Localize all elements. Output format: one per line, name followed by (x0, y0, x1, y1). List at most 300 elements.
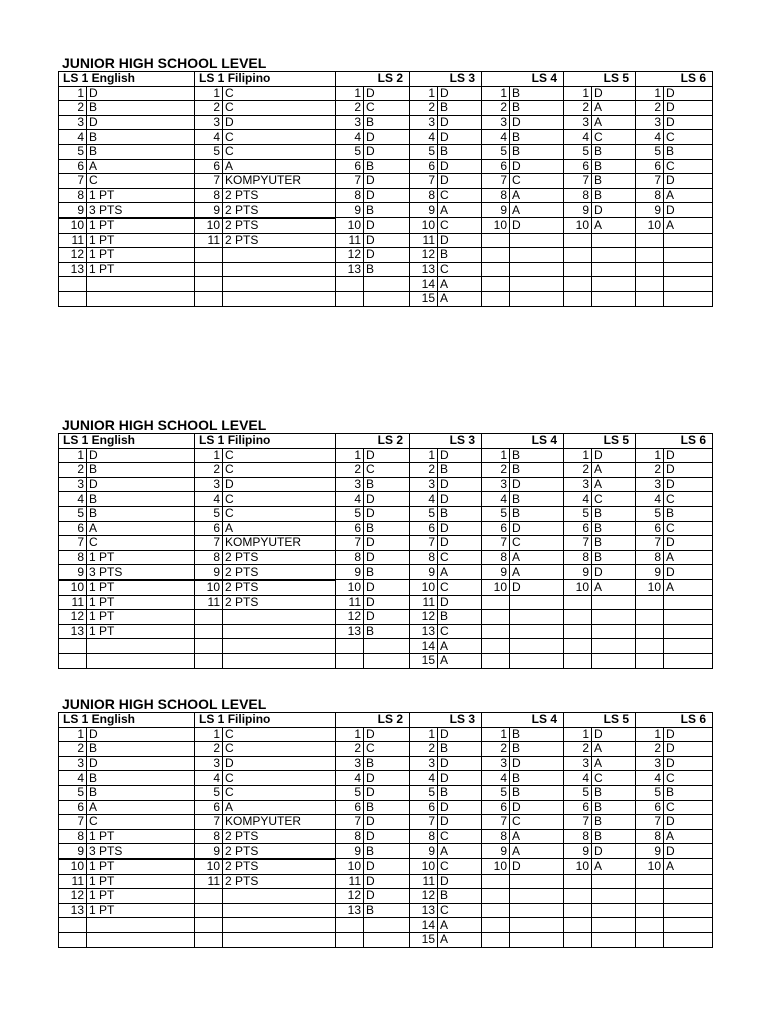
item-number (482, 248, 510, 263)
answer-cell: D (510, 580, 564, 595)
answer-cell: B (438, 144, 482, 159)
answer-cell: 1 PT (87, 262, 195, 277)
item-number: 4 (195, 130, 223, 145)
answer-cell: A (223, 800, 336, 815)
table-row (59, 580, 713, 595)
answer-cell: C (664, 130, 713, 145)
answer-cell (664, 653, 713, 668)
answer-cell: A (592, 115, 636, 130)
answer-cell: 3 PTS (87, 844, 195, 859)
answer-cell: B (364, 115, 410, 130)
answer-cell: B (87, 144, 195, 159)
header-row (59, 434, 713, 449)
answer-cell: A (592, 463, 636, 478)
answer-cell: A (438, 291, 482, 306)
item-number: 11 (410, 233, 438, 248)
item-number: 1 (482, 727, 510, 742)
item-number: 14 (410, 918, 438, 933)
answer-cell: D (364, 610, 410, 625)
item-number (482, 653, 510, 668)
item-number: 6 (410, 521, 438, 536)
table-row (59, 101, 713, 116)
answer-cell: B (510, 771, 564, 786)
item-number: 3 (336, 477, 364, 492)
answer-cell: 2 PTS (223, 580, 336, 595)
answer-cell: B (87, 463, 195, 478)
item-number: 2 (636, 463, 664, 478)
answer-cell: D (364, 727, 410, 742)
answer-cell: C (438, 624, 482, 639)
answer-cell: 3 PTS (87, 565, 195, 580)
answer-cell: A (592, 756, 636, 771)
answer-cell (592, 639, 636, 654)
item-number: 8 (564, 550, 592, 565)
answer-cell: D (438, 115, 482, 130)
answer-cell: D (664, 101, 713, 116)
answer-cell (510, 918, 564, 933)
block-title: JUNIOR HIGH SCHOOL LEVEL (62, 417, 267, 433)
item-number: 6 (195, 521, 223, 536)
item-number: 12 (336, 610, 364, 625)
answer-cell: B (592, 815, 636, 830)
answer-cell: 1 PT (87, 188, 195, 203)
item-number: 1 (564, 727, 592, 742)
answer-cell (223, 889, 336, 904)
item-number: 6 (59, 800, 87, 815)
item-number: 1 (482, 86, 510, 101)
item-number: 13 (59, 262, 87, 277)
item-number: 8 (410, 550, 438, 565)
answer-cell: 2 PTS (223, 203, 336, 218)
item-number: 8 (410, 188, 438, 203)
item-number (482, 610, 510, 625)
item-number: 13 (410, 903, 438, 918)
item-number: 9 (482, 844, 510, 859)
answer-cell: B (592, 144, 636, 159)
answer-cell: D (87, 448, 195, 463)
item-number: 6 (482, 521, 510, 536)
item-number (336, 932, 364, 947)
item-number: 4 (636, 130, 664, 145)
item-number: 4 (636, 492, 664, 507)
answer-cell (364, 653, 410, 668)
item-number: 6 (336, 159, 364, 174)
item-number: 9 (59, 203, 87, 218)
answer-cell: A (438, 203, 482, 218)
item-number: 1 (59, 727, 87, 742)
header-row (59, 72, 713, 87)
item-number: 15 (410, 932, 438, 947)
subject-header: LS 5 (564, 72, 636, 87)
item-number: 12 (59, 610, 87, 625)
item-number: 13 (410, 624, 438, 639)
item-number (564, 903, 592, 918)
item-number: 7 (636, 174, 664, 189)
answer-cell: D (364, 218, 410, 233)
item-number (636, 248, 664, 263)
answer-cell: B (364, 159, 410, 174)
table-row (59, 829, 713, 844)
item-number: 5 (636, 785, 664, 800)
answer-cell: A (438, 639, 482, 654)
item-number: 4 (410, 771, 438, 786)
answer-key-block-3 (58, 696, 712, 948)
item-number: 9 (636, 565, 664, 580)
answer-cell: D (223, 477, 336, 492)
answer-cell: D (364, 536, 410, 551)
answer-cell: D (364, 889, 410, 904)
item-number: 11 (59, 874, 87, 889)
answer-cell (592, 277, 636, 292)
answer-key-table (58, 71, 713, 307)
answer-cell (510, 624, 564, 639)
item-number: 12 (336, 889, 364, 904)
answer-cell: C (592, 130, 636, 145)
answer-cell: B (510, 144, 564, 159)
item-number: 9 (59, 565, 87, 580)
item-number: 2 (636, 101, 664, 116)
item-number: 6 (59, 159, 87, 174)
answer-cell: D (592, 727, 636, 742)
item-number (564, 291, 592, 306)
item-number: 2 (59, 742, 87, 757)
answer-cell: 1 PT (87, 233, 195, 248)
item-number: 8 (195, 829, 223, 844)
answer-cell: 1 PT (87, 610, 195, 625)
item-number (336, 639, 364, 654)
block-title: JUNIOR HIGH SCHOOL LEVEL (62, 55, 267, 71)
table-row (59, 536, 713, 551)
item-number: 8 (482, 550, 510, 565)
answer-cell: D (592, 565, 636, 580)
answer-cell (87, 277, 195, 292)
item-number: 3 (482, 115, 510, 130)
answer-cell: 2 PTS (223, 233, 336, 248)
item-number: 5 (482, 785, 510, 800)
answer-cell: A (510, 550, 564, 565)
item-number (564, 277, 592, 292)
item-number: 9 (482, 203, 510, 218)
answer-cell (364, 918, 410, 933)
answer-cell: B (510, 130, 564, 145)
item-number (195, 918, 223, 933)
answer-cell: B (87, 742, 195, 757)
item-number (195, 932, 223, 947)
answer-cell (592, 653, 636, 668)
item-number: 13 (336, 624, 364, 639)
answer-cell: C (664, 800, 713, 815)
item-number: 10 (482, 218, 510, 233)
item-number (482, 595, 510, 610)
answer-cell (664, 233, 713, 248)
item-number (59, 918, 87, 933)
item-number: 8 (59, 829, 87, 844)
answer-cell: A (438, 844, 482, 859)
item-number: 10 (336, 580, 364, 595)
answer-cell: D (510, 800, 564, 815)
item-number: 7 (195, 815, 223, 830)
item-number (636, 932, 664, 947)
item-number: 3 (636, 756, 664, 771)
item-number: 3 (195, 756, 223, 771)
answer-cell: C (592, 771, 636, 786)
answer-cell: 2 PTS (223, 218, 336, 233)
item-number: 7 (410, 815, 438, 830)
answer-cell: C (438, 580, 482, 595)
answer-cell: C (87, 536, 195, 551)
answer-cell (664, 610, 713, 625)
subject-header: LS 2 (336, 713, 410, 728)
answer-cell: A (664, 859, 713, 874)
answer-cell: C (223, 785, 336, 800)
answer-cell: D (364, 248, 410, 263)
item-number: 5 (564, 144, 592, 159)
item-number: 13 (336, 903, 364, 918)
answer-cell: A (87, 159, 195, 174)
item-number: 7 (410, 536, 438, 551)
subject-header: LS 1 Filipino (195, 72, 336, 87)
answer-cell: B (438, 248, 482, 263)
answer-cell: 2 PTS (223, 829, 336, 844)
answer-cell: KOMPYUTER (223, 536, 336, 551)
answer-cell: B (510, 506, 564, 521)
answer-cell: D (664, 815, 713, 830)
answer-cell: D (438, 874, 482, 889)
item-number: 10 (636, 580, 664, 595)
item-number: 7 (336, 536, 364, 551)
item-number: 13 (59, 903, 87, 918)
answer-cell: 2 PTS (223, 565, 336, 580)
item-number (564, 595, 592, 610)
answer-cell (510, 233, 564, 248)
table-row (59, 188, 713, 203)
item-number (482, 277, 510, 292)
answer-cell: D (664, 727, 713, 742)
answer-cell: D (664, 477, 713, 492)
item-number: 4 (482, 130, 510, 145)
subject-header: LS 6 (636, 72, 713, 87)
item-number (195, 653, 223, 668)
item-number: 11 (410, 874, 438, 889)
item-number: 2 (564, 463, 592, 478)
item-number: 1 (336, 448, 364, 463)
answer-cell: B (364, 624, 410, 639)
item-number: 3 (564, 115, 592, 130)
answer-cell: 1 PT (87, 595, 195, 610)
answer-cell: D (438, 233, 482, 248)
table-row (59, 800, 713, 815)
answer-cell (223, 277, 336, 292)
item-number: 4 (336, 130, 364, 145)
item-number: 13 (59, 624, 87, 639)
item-number (636, 262, 664, 277)
item-number: 5 (59, 144, 87, 159)
subject-header: LS 5 (564, 713, 636, 728)
subject-header: LS 4 (482, 713, 564, 728)
answer-cell: B (510, 101, 564, 116)
answer-cell (510, 889, 564, 904)
item-number: 15 (410, 653, 438, 668)
answer-cell: D (438, 727, 482, 742)
item-number: 10 (410, 218, 438, 233)
table-row (59, 115, 713, 130)
item-number: 9 (564, 203, 592, 218)
answer-cell: B (510, 463, 564, 478)
item-number: 2 (410, 101, 438, 116)
answer-cell (223, 610, 336, 625)
answer-cell: B (510, 86, 564, 101)
item-number: 5 (482, 506, 510, 521)
answer-cell: C (223, 86, 336, 101)
answer-cell: C (364, 463, 410, 478)
item-number: 3 (59, 756, 87, 771)
answer-cell: D (438, 815, 482, 830)
block-title: JUNIOR HIGH SCHOOL LEVEL (62, 696, 267, 712)
answer-cell: D (438, 477, 482, 492)
item-number: 6 (564, 800, 592, 815)
answer-cell: B (438, 742, 482, 757)
answer-cell: B (87, 492, 195, 507)
item-number: 4 (564, 130, 592, 145)
item-number: 11 (336, 233, 364, 248)
answer-cell: C (223, 448, 336, 463)
item-number (636, 918, 664, 933)
answer-cell: D (87, 115, 195, 130)
item-number: 10 (636, 859, 664, 874)
answer-cell: D (87, 727, 195, 742)
item-number: 1 (636, 86, 664, 101)
answer-cell: B (592, 536, 636, 551)
table-row (59, 727, 713, 742)
answer-cell: C (438, 262, 482, 277)
answer-cell: D (438, 492, 482, 507)
table-row (59, 903, 713, 918)
item-number: 6 (336, 800, 364, 815)
item-number: 6 (636, 800, 664, 815)
item-number: 10 (410, 859, 438, 874)
item-number (59, 932, 87, 947)
item-number: 12 (410, 248, 438, 263)
answer-cell (592, 918, 636, 933)
item-number (636, 903, 664, 918)
answer-cell: B (664, 506, 713, 521)
item-number: 5 (336, 785, 364, 800)
answer-cell: KOMPYUTER (223, 815, 336, 830)
answer-cell: D (438, 159, 482, 174)
item-number: 9 (195, 565, 223, 580)
item-number: 4 (564, 492, 592, 507)
answer-cell (592, 248, 636, 263)
item-number (482, 903, 510, 918)
answer-cell: A (592, 580, 636, 595)
answer-cell (223, 918, 336, 933)
answer-cell (592, 932, 636, 947)
answer-cell: 1 PT (87, 624, 195, 639)
table-row (59, 889, 713, 904)
item-number (564, 610, 592, 625)
answer-cell: D (438, 521, 482, 536)
answer-cell (664, 889, 713, 904)
answer-cell (592, 262, 636, 277)
subject-header: LS 3 (410, 434, 482, 449)
item-number: 4 (59, 130, 87, 145)
answer-cell (223, 653, 336, 668)
answer-cell (592, 233, 636, 248)
answer-cell: B (664, 144, 713, 159)
answer-cell: B (510, 727, 564, 742)
item-number: 2 (336, 742, 364, 757)
item-number (564, 262, 592, 277)
item-number (195, 639, 223, 654)
answer-cell (223, 624, 336, 639)
answer-cell: B (510, 742, 564, 757)
item-number: 4 (195, 771, 223, 786)
item-number: 7 (59, 815, 87, 830)
answer-cell: C (223, 742, 336, 757)
item-number (195, 291, 223, 306)
answer-cell (364, 932, 410, 947)
item-number: 2 (410, 463, 438, 478)
answer-cell (87, 639, 195, 654)
item-number (482, 874, 510, 889)
answer-cell (592, 291, 636, 306)
answer-cell: D (664, 844, 713, 859)
item-number: 8 (636, 550, 664, 565)
answer-cell (664, 639, 713, 654)
item-number: 1 (195, 86, 223, 101)
answer-cell: B (438, 610, 482, 625)
answer-cell (510, 903, 564, 918)
answer-cell: C (223, 727, 336, 742)
item-number (336, 653, 364, 668)
item-number: 7 (482, 536, 510, 551)
answer-cell: A (510, 829, 564, 844)
table-row (59, 932, 713, 947)
answer-cell: A (510, 844, 564, 859)
answer-cell: D (364, 550, 410, 565)
table-row (59, 624, 713, 639)
item-number: 7 (195, 174, 223, 189)
item-number (564, 918, 592, 933)
item-number: 1 (336, 86, 364, 101)
answer-cell: C (510, 815, 564, 830)
item-number: 3 (410, 115, 438, 130)
item-number: 7 (564, 174, 592, 189)
item-number: 3 (59, 115, 87, 130)
answer-cell: C (223, 506, 336, 521)
item-number: 8 (195, 550, 223, 565)
answer-cell (592, 595, 636, 610)
answer-cell (510, 932, 564, 947)
answer-cell: D (364, 174, 410, 189)
item-number: 7 (410, 174, 438, 189)
item-number: 8 (336, 829, 364, 844)
item-number: 7 (636, 536, 664, 551)
item-number: 7 (336, 174, 364, 189)
answer-cell: D (438, 771, 482, 786)
answer-cell: A (592, 477, 636, 492)
answer-cell (223, 903, 336, 918)
subject-header: LS 1 Filipino (195, 434, 336, 449)
item-number: 8 (482, 829, 510, 844)
item-number: 2 (59, 101, 87, 116)
item-number (59, 639, 87, 654)
answer-cell: D (664, 115, 713, 130)
item-number: 4 (410, 130, 438, 145)
answer-cell: A (510, 188, 564, 203)
answer-cell: C (510, 174, 564, 189)
item-number (636, 610, 664, 625)
